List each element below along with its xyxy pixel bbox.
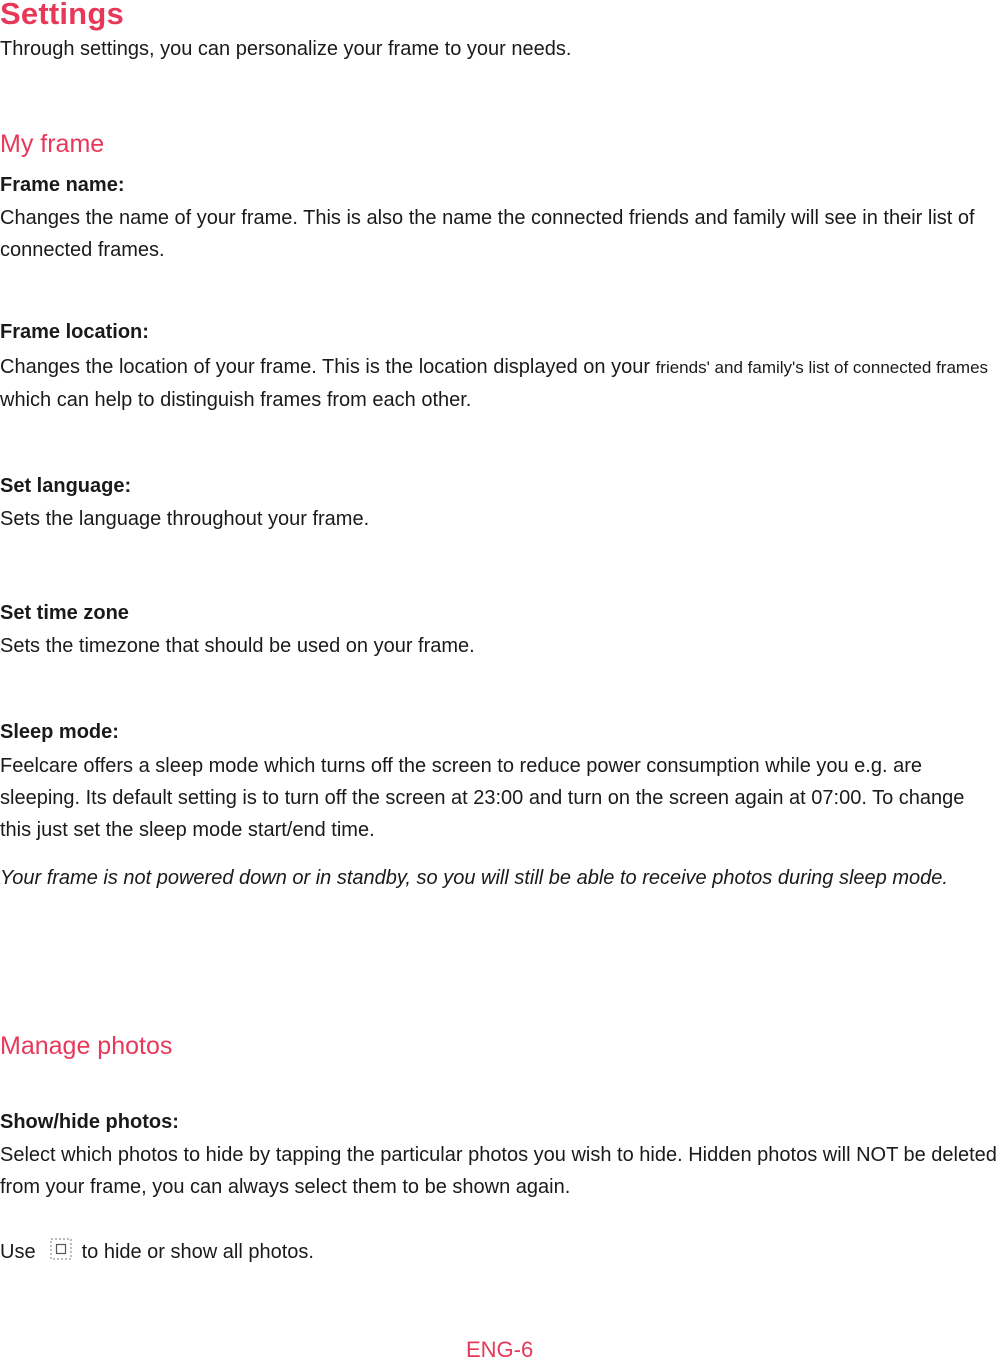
frame-location-text-small: friends' and family's list of connected frames	[655, 358, 989, 377]
set-time-zone-label: Set time zone	[0, 602, 129, 624]
frame-location-text-part1: Changes the location of your frame. This is the location displayed on your	[0, 356, 656, 378]
sleep-mode-description: Feelcare offers a sleep mode which turns off the screen to reduce power consumption while you e.g. are sleeping. Its default setting is to turn off the screen at 23:00 and turn on the screen again at 07:00. To change this just set the sleep mode start/end time.	[0, 755, 965, 841]
page-title: Settings	[0, 0, 124, 31]
show-hide-photos-description: Select which photos to hide by tapping the particular photos you wish to hide. Hidden photos will NOT be deleted from your frame, you can always select them to be shown again.	[0, 1144, 997, 1198]
sleep-mode-label: Sleep mode:	[0, 721, 119, 743]
page-intro: Through settings, you can personalize your frame to your needs.	[0, 38, 572, 60]
use-prefix: Use	[0, 1241, 36, 1263]
sleep-mode-note: Your frame is not powered down or in standby, so you will still be able to receive photos during sleep mode.	[0, 867, 948, 889]
set-language-label: Set language:	[0, 475, 132, 497]
frame-name-description: Changes the name of your frame. This is also the name the connected friends and family will see in their list of connected frames.	[0, 207, 975, 261]
set-language-description: Sets the language throughout your frame.	[0, 508, 370, 530]
frame-name-label: Frame name:	[0, 174, 125, 196]
section-heading-my-frame: My frame	[0, 130, 105, 158]
frame-location-text-part2: which can help to distinguish frames from each other.	[0, 389, 472, 411]
select-all-icon	[50, 1238, 72, 1260]
page-number-footer: ENG-6	[466, 1337, 534, 1362]
frame-location-label: Frame location:	[0, 321, 149, 343]
frame-location-description	[0, 351, 1001, 416]
show-hide-photos-label: Show/hide photos:	[0, 1111, 179, 1133]
section-heading-manage-photos: Manage photos	[0, 1032, 173, 1060]
use-suffix: to hide or show all photos.	[81, 1241, 314, 1263]
set-time-zone-description: Sets the timezone that should be used on your frame.	[0, 635, 475, 657]
use-icon-instruction	[0, 1236, 1001, 1268]
